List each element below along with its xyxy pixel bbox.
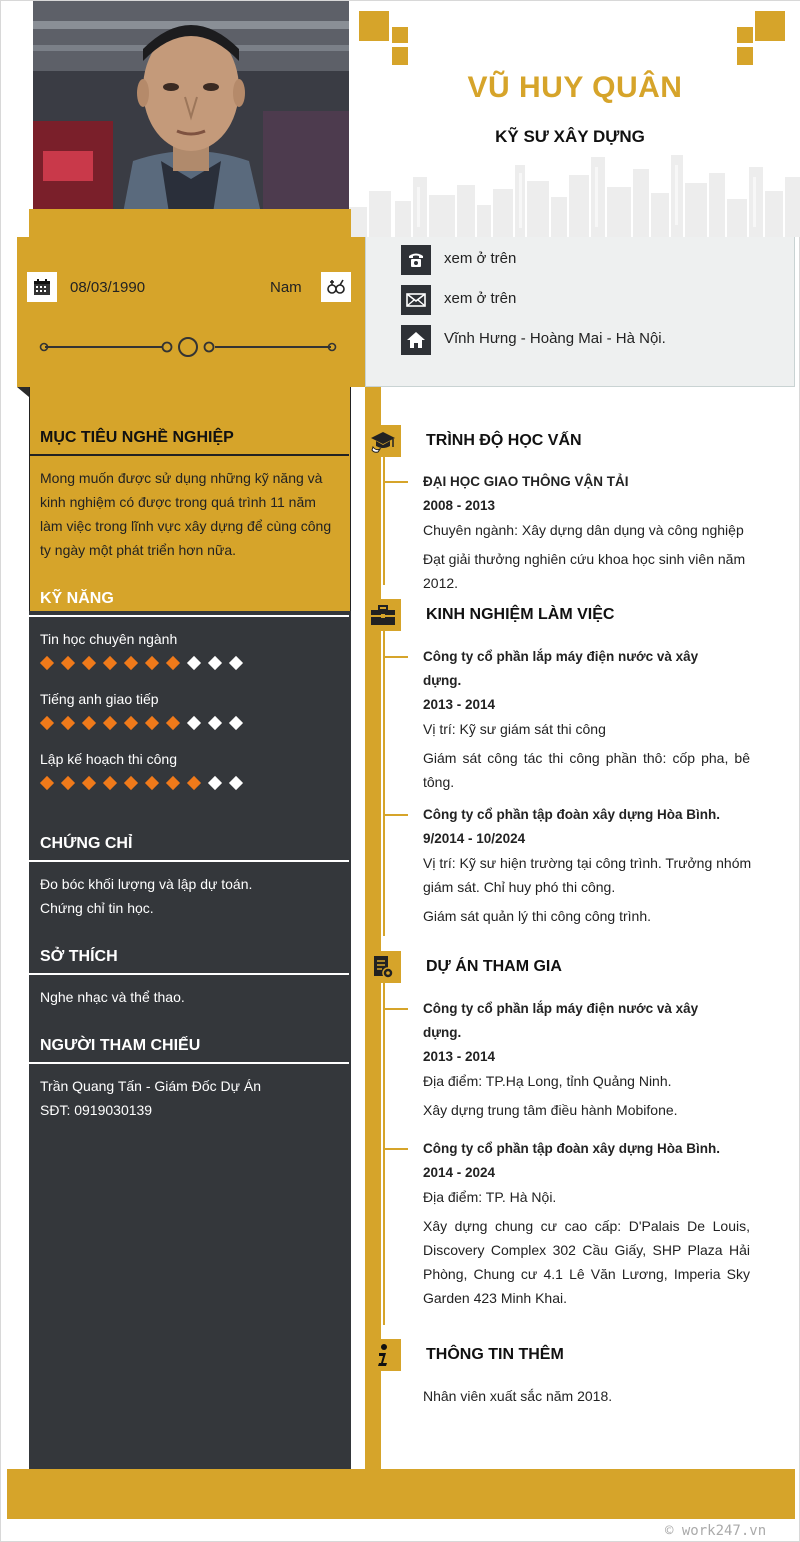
footer-band bbox=[7, 1469, 795, 1519]
home-icon bbox=[401, 325, 431, 355]
skill-diamond-filled-icon bbox=[144, 655, 160, 671]
project-location: Địa điểm: TP. Hà Nội. bbox=[423, 1189, 557, 1205]
experience-description: Giám sát quản lý thi công công trình. bbox=[423, 908, 652, 924]
gender: Nam bbox=[270, 279, 302, 296]
hobbies-title: SỞ THÍCH bbox=[40, 948, 118, 965]
project-period: 2013 - 2014 bbox=[423, 1049, 496, 1064]
watermark: © work247.vn bbox=[665, 1523, 767, 1539]
skill-diamond-filled-icon bbox=[186, 775, 202, 791]
header-panel bbox=[349, 1, 800, 237]
timeline-tick bbox=[384, 1148, 408, 1150]
timeline-tick bbox=[384, 814, 408, 816]
city-skyline-decoration bbox=[349, 147, 800, 237]
phone-value: xem ở trên bbox=[444, 250, 517, 267]
candidate-job-title: KỸ SƯ XÂY DỰNG bbox=[495, 127, 645, 146]
skill-diamond-filled-icon bbox=[81, 655, 97, 671]
experience-description: tông. bbox=[423, 774, 455, 790]
hobby-item: Nghe nhạc và thể thao. bbox=[40, 989, 185, 1005]
skill-diamond-empty-icon bbox=[186, 715, 202, 731]
section-divider bbox=[29, 615, 349, 617]
education-major: Chuyên ngành: Xây dựng dân dụng và công nghiệp bbox=[423, 522, 744, 538]
briefcase-icon bbox=[365, 599, 401, 631]
corner-square-decoration bbox=[755, 11, 785, 41]
decorative-slider bbox=[39, 335, 337, 359]
section-divider bbox=[29, 860, 349, 862]
timeline-tick bbox=[384, 656, 408, 658]
certificate-item: Đo bóc khối lượng và lập dự toán. bbox=[40, 876, 253, 892]
skill-diamond-filled-icon bbox=[123, 655, 139, 671]
references-text bbox=[40, 1074, 261, 1122]
skill-rating bbox=[39, 715, 244, 731]
timeline-line bbox=[383, 457, 385, 585]
candidate-name: VŨ HUY QUÂN bbox=[467, 71, 683, 104]
project-description: Xây dựng chung cư cao cấp: D'Palais De Louis, bbox=[423, 1218, 750, 1234]
references-title: NGƯỜI THAM CHIẾU bbox=[40, 1037, 201, 1054]
skill-diamond-empty-icon bbox=[207, 655, 223, 671]
skill-rating bbox=[39, 655, 244, 671]
experience-company: Công ty cổ phần lắp máy điện nước và xây bbox=[423, 649, 699, 664]
hobbies-text bbox=[40, 985, 185, 1009]
objective-line: kinh nghiệm có được trong quá trình 11 năm bbox=[40, 494, 316, 510]
skill-diamond-empty-icon bbox=[207, 715, 223, 731]
skill-diamond-filled-icon bbox=[144, 715, 160, 731]
experience-description: Giám sát công tác thi công phần thô: cốp pha, bê bbox=[423, 750, 750, 766]
skill-diamond-filled-icon bbox=[165, 655, 181, 671]
skill-diamond-filled-icon bbox=[102, 655, 118, 671]
gender-icon bbox=[321, 272, 351, 302]
skill-diamond-filled-icon bbox=[60, 715, 76, 731]
objective-text bbox=[40, 466, 331, 562]
skill-name: Lập kế hoạch thi công bbox=[40, 751, 177, 767]
skill-diamond-filled-icon bbox=[102, 715, 118, 731]
section-divider bbox=[29, 454, 349, 456]
skill-diamond-empty-icon bbox=[228, 715, 244, 731]
skill-name: Tin học chuyên ngành bbox=[40, 631, 178, 647]
date-of-birth: 08/03/1990 bbox=[70, 279, 146, 296]
profile-photo bbox=[33, 1, 349, 213]
skill-diamond-filled-icon bbox=[60, 655, 76, 671]
photo-underline-band bbox=[29, 209, 351, 239]
skill-diamond-filled-icon bbox=[123, 775, 139, 791]
experience-position: giám sát. Chỉ huy phó thi công. bbox=[423, 879, 616, 895]
objective-title: MỤC TIÊU NGHỀ NGHIỆP bbox=[40, 429, 234, 446]
skill-rating bbox=[39, 775, 244, 791]
certificate-item: Chứng chỉ tin học. bbox=[40, 900, 154, 916]
graduation-cap-icon bbox=[365, 425, 401, 457]
reference-item: SĐT: 0919030139 bbox=[40, 1102, 153, 1118]
email-value: xem ở trên bbox=[444, 290, 517, 307]
objective-line: làm việc trong lĩnh vực xây dựng để cùng công bbox=[40, 518, 332, 534]
certificates-title: CHỨNG CHỈ bbox=[40, 835, 133, 852]
project-description: Xây dựng trung tâm điều hành Mobifone. bbox=[423, 1102, 678, 1118]
skill-diamond-filled-icon bbox=[123, 715, 139, 731]
experience-company: Công ty cổ phần tập đoàn xây dựng Hòa Bình. bbox=[423, 807, 721, 822]
skill-diamond-filled-icon bbox=[81, 775, 97, 791]
project-company: Công ty cổ phần lắp máy điện nước và xây bbox=[423, 1001, 699, 1016]
project-location: Địa điểm: TP.Hạ Long, tỉnh Quảng Ninh. bbox=[423, 1073, 672, 1089]
skill-diamond-filled-icon bbox=[102, 775, 118, 791]
additional-text: Nhân viên xuất sắc năm 2018. bbox=[423, 1388, 613, 1404]
email-icon bbox=[401, 285, 431, 315]
timeline-tick bbox=[384, 481, 408, 483]
education-award: Đạt giải thưởng nghiên cứu khoa học sinh viên năm 2012. bbox=[423, 551, 746, 591]
experience-period: 9/2014 - 10/2024 bbox=[423, 831, 526, 846]
timeline-tick bbox=[384, 1008, 408, 1010]
skill-diamond-empty-icon bbox=[207, 775, 223, 791]
experience-company: dựng. bbox=[423, 673, 462, 688]
project-period: 2014 - 2024 bbox=[423, 1165, 496, 1180]
certificates-text bbox=[40, 872, 252, 920]
education-period: 2008 - 2013 bbox=[423, 498, 496, 513]
timeline-bar bbox=[365, 387, 381, 1469]
project-company: dựng. bbox=[423, 1025, 462, 1040]
skill-diamond-empty-icon bbox=[228, 775, 244, 791]
document-gear-icon bbox=[365, 951, 401, 983]
skill-diamond-filled-icon bbox=[165, 715, 181, 731]
corner-square-decoration bbox=[392, 27, 408, 43]
skill-diamond-filled-icon bbox=[39, 715, 55, 731]
experience-position: Vị trí: Kỹ sư giám sát thi công bbox=[423, 721, 606, 737]
project-description: Discovery Complex 302 Cầu Giấy, SHP Plaza Hải bbox=[423, 1242, 750, 1258]
objective-line: ty ngày một phát triển hơn nữa. bbox=[40, 542, 236, 558]
phone-icon bbox=[401, 245, 431, 275]
projects-title: DỰ ÁN THAM GIA bbox=[426, 958, 562, 975]
skill-diamond-filled-icon bbox=[60, 775, 76, 791]
skills-title: KỸ NĂNG bbox=[40, 590, 114, 607]
address-value: Vĩnh Hưng - Hoàng Mai - Hà Nội. bbox=[444, 330, 666, 347]
objective-line: Mong muốn được sử dụng những kỹ năng và bbox=[40, 470, 323, 486]
skill-diamond-filled-icon bbox=[165, 775, 181, 791]
info-icon bbox=[365, 1339, 401, 1371]
project-description: Phòng, Chung cư 4.1 Lê Văn Lương, Imperia Sky bbox=[423, 1266, 750, 1282]
experience-period: 2013 - 2014 bbox=[423, 697, 496, 712]
corner-square-decoration bbox=[737, 47, 753, 65]
skill-diamond-filled-icon bbox=[144, 775, 160, 791]
corner-square-decoration bbox=[737, 27, 753, 43]
skill-diamond-filled-icon bbox=[39, 775, 55, 791]
education-school: ĐẠI HỌC GIAO THÔNG VẬN TẢI bbox=[423, 474, 629, 489]
personal-info-panel bbox=[17, 237, 365, 387]
additional-title: THÔNG TIN THÊM bbox=[426, 1346, 564, 1363]
reference-item: Trần Quang Tấn - Giám Đốc Dự Án bbox=[40, 1078, 262, 1094]
section-divider bbox=[29, 973, 349, 975]
skill-diamond-filled-icon bbox=[81, 715, 97, 731]
timeline-line bbox=[383, 631, 385, 936]
timeline-line bbox=[383, 983, 385, 1325]
project-company: Công ty cổ phần tập đoàn xây dựng Hòa Bình. bbox=[423, 1141, 721, 1156]
skill-diamond-empty-icon bbox=[186, 655, 202, 671]
experience-title: KINH NGHIỆM LÀM VIỆC bbox=[426, 606, 615, 623]
skill-name: Tiếng anh giao tiếp bbox=[40, 691, 159, 707]
corner-square-decoration bbox=[392, 47, 408, 65]
skill-diamond-empty-icon bbox=[228, 655, 244, 671]
education-title: TRÌNH ĐỘ HỌC VẤN bbox=[426, 432, 582, 449]
skill-diamond-filled-icon bbox=[39, 655, 55, 671]
calendar-icon bbox=[27, 272, 57, 302]
corner-square-decoration bbox=[359, 11, 389, 41]
project-description: Garden 423 Minh Khai. bbox=[423, 1290, 567, 1306]
experience-position: Vị trí: Kỹ sư hiện trường tại công trình. Trưởng nhóm bbox=[423, 855, 752, 871]
section-divider bbox=[29, 1062, 349, 1064]
